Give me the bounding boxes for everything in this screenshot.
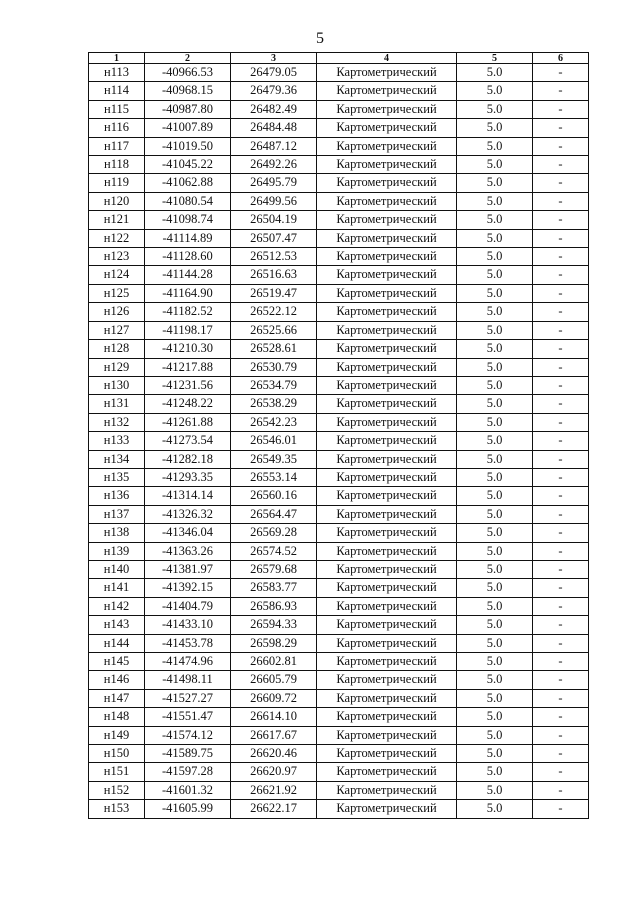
cell-accuracy: 5.0 [457, 468, 533, 486]
cell-y: 26522.12 [231, 303, 317, 321]
cell-y: 26495.79 [231, 174, 317, 192]
cell-point: н146 [89, 671, 145, 689]
cell-description: - [533, 708, 589, 726]
cell-x: -41453.78 [145, 634, 231, 652]
cell-x: -41601.32 [145, 781, 231, 799]
table-row [89, 653, 589, 671]
table-row [89, 376, 589, 394]
cell-x: -41293.35 [145, 468, 231, 486]
cell-method: Картометрический [317, 192, 457, 210]
cell-description: - [533, 211, 589, 229]
cell-y: 26512.53 [231, 248, 317, 266]
cell-x: -41164.90 [145, 284, 231, 302]
cell-method: Картометрический [317, 64, 457, 82]
cell-y: 26602.81 [231, 653, 317, 671]
cell-method: Картометрический [317, 726, 457, 744]
cell-accuracy: 5.0 [457, 616, 533, 634]
cell-accuracy: 5.0 [457, 432, 533, 450]
cell-method: Картометрический [317, 781, 457, 799]
cell-y: 26538.29 [231, 395, 317, 413]
coordinates-table [88, 52, 589, 819]
cell-y: 26528.61 [231, 340, 317, 358]
cell-accuracy: 5.0 [457, 211, 533, 229]
cell-accuracy: 5.0 [457, 376, 533, 394]
table-row [89, 211, 589, 229]
cell-x: -41210.30 [145, 340, 231, 358]
cell-x: -41098.74 [145, 211, 231, 229]
cell-accuracy: 5.0 [457, 156, 533, 174]
column-header-y: 3 [231, 53, 317, 64]
cell-description: - [533, 432, 589, 450]
cell-method: Картометрический [317, 560, 457, 578]
cell-point: н152 [89, 781, 145, 799]
cell-description: - [533, 634, 589, 652]
cell-method: Картометрический [317, 376, 457, 394]
table-row [89, 395, 589, 413]
cell-accuracy: 5.0 [457, 745, 533, 763]
column-header-description: 6 [533, 53, 589, 64]
cell-method: Картометрический [317, 524, 457, 542]
cell-description: - [533, 156, 589, 174]
cell-y: 26620.97 [231, 763, 317, 781]
cell-x: -41182.52 [145, 303, 231, 321]
table-row [89, 358, 589, 376]
cell-point: н115 [89, 100, 145, 118]
table-row [89, 763, 589, 781]
table-row [89, 781, 589, 799]
cell-point: н132 [89, 413, 145, 431]
table-row [89, 248, 589, 266]
cell-point: н133 [89, 432, 145, 450]
table-row [89, 284, 589, 302]
cell-point: н127 [89, 321, 145, 339]
cell-y: 26620.46 [231, 745, 317, 763]
cell-accuracy: 5.0 [457, 321, 533, 339]
cell-method: Картометрический [317, 450, 457, 468]
cell-y: 26622.17 [231, 800, 317, 818]
cell-accuracy: 5.0 [457, 560, 533, 578]
cell-accuracy: 5.0 [457, 119, 533, 137]
cell-y: 26579.68 [231, 560, 317, 578]
cell-point: н116 [89, 119, 145, 137]
cell-description: - [533, 597, 589, 615]
column-header-method: 4 [317, 53, 457, 64]
cell-x: -41144.28 [145, 266, 231, 284]
cell-accuracy: 5.0 [457, 487, 533, 505]
cell-method: Картометрический [317, 579, 457, 597]
cell-point: н137 [89, 505, 145, 523]
cell-point: н136 [89, 487, 145, 505]
cell-description: - [533, 358, 589, 376]
cell-method: Картометрический [317, 708, 457, 726]
cell-y: 26564.47 [231, 505, 317, 523]
cell-accuracy: 5.0 [457, 82, 533, 100]
table-row [89, 156, 589, 174]
cell-description: - [533, 137, 589, 155]
cell-method: Картометрический [317, 800, 457, 818]
cell-accuracy: 5.0 [457, 64, 533, 82]
cell-accuracy: 5.0 [457, 100, 533, 118]
cell-y: 26546.01 [231, 432, 317, 450]
table-row [89, 524, 589, 542]
cell-point: н118 [89, 156, 145, 174]
cell-method: Картометрический [317, 321, 457, 339]
cell-point: н131 [89, 395, 145, 413]
table-row [89, 340, 589, 358]
cell-accuracy: 5.0 [457, 763, 533, 781]
cell-x: -40968.15 [145, 82, 231, 100]
cell-point: н129 [89, 358, 145, 376]
cell-method: Картометрический [317, 745, 457, 763]
cell-y: 26553.14 [231, 468, 317, 486]
cell-y: 26507.47 [231, 229, 317, 247]
cell-accuracy: 5.0 [457, 597, 533, 615]
cell-description: - [533, 726, 589, 744]
cell-accuracy: 5.0 [457, 174, 533, 192]
cell-x: -41574.12 [145, 726, 231, 744]
cell-x: -41062.88 [145, 174, 231, 192]
cell-y: 26574.52 [231, 542, 317, 560]
cell-accuracy: 5.0 [457, 395, 533, 413]
cell-accuracy: 5.0 [457, 413, 533, 431]
cell-accuracy: 5.0 [457, 634, 533, 652]
table-row [89, 432, 589, 450]
cell-y: 26519.47 [231, 284, 317, 302]
cell-accuracy: 5.0 [457, 284, 533, 302]
table-row [89, 137, 589, 155]
cell-x: -41433.10 [145, 616, 231, 634]
table-row [89, 64, 589, 82]
cell-description: - [533, 284, 589, 302]
cell-method: Картометрический [317, 248, 457, 266]
cell-x: -40966.53 [145, 64, 231, 82]
cell-description: - [533, 671, 589, 689]
page-number: 5 [316, 30, 324, 47]
cell-x: -41474.96 [145, 653, 231, 671]
cell-method: Картометрический [317, 653, 457, 671]
cell-y: 26504.19 [231, 211, 317, 229]
cell-point: н130 [89, 376, 145, 394]
cell-accuracy: 5.0 [457, 671, 533, 689]
cell-description: - [533, 376, 589, 394]
cell-method: Картометрический [317, 597, 457, 615]
cell-method: Картометрический [317, 395, 457, 413]
cell-y: 26479.36 [231, 82, 317, 100]
cell-y: 26487.12 [231, 137, 317, 155]
cell-method: Картометрический [317, 119, 457, 137]
table-row [89, 450, 589, 468]
cell-description: - [533, 542, 589, 560]
cell-y: 26484.48 [231, 119, 317, 137]
cell-description: - [533, 781, 589, 799]
cell-y: 26621.92 [231, 781, 317, 799]
cell-accuracy: 5.0 [457, 800, 533, 818]
cell-x: -41007.89 [145, 119, 231, 137]
cell-accuracy: 5.0 [457, 266, 533, 284]
cell-description: - [533, 487, 589, 505]
column-header-x: 2 [145, 53, 231, 64]
cell-y: 26549.35 [231, 450, 317, 468]
cell-x: -41019.50 [145, 137, 231, 155]
cell-accuracy: 5.0 [457, 689, 533, 707]
cell-y: 26499.56 [231, 192, 317, 210]
cell-x: -40987.80 [145, 100, 231, 118]
cell-y: 26569.28 [231, 524, 317, 542]
cell-method: Картометрический [317, 432, 457, 450]
cell-description: - [533, 174, 589, 192]
cell-method: Картометрический [317, 156, 457, 174]
table-row [89, 689, 589, 707]
column-header-point: 1 [89, 53, 145, 64]
cell-accuracy: 5.0 [457, 303, 533, 321]
table-row [89, 726, 589, 744]
cell-y: 26598.29 [231, 634, 317, 652]
cell-method: Картометрический [317, 266, 457, 284]
table-row [89, 321, 589, 339]
cell-method: Картометрический [317, 229, 457, 247]
cell-description: - [533, 82, 589, 100]
cell-point: н134 [89, 450, 145, 468]
table-row [89, 745, 589, 763]
cell-y: 26542.23 [231, 413, 317, 431]
cell-accuracy: 5.0 [457, 708, 533, 726]
cell-y: 26516.63 [231, 266, 317, 284]
cell-method: Картометрический [317, 487, 457, 505]
table-row [89, 800, 589, 818]
cell-description: - [533, 616, 589, 634]
cell-point: н126 [89, 303, 145, 321]
cell-y: 26530.79 [231, 358, 317, 376]
cell-accuracy: 5.0 [457, 192, 533, 210]
cell-y: 26583.77 [231, 579, 317, 597]
cell-description: - [533, 340, 589, 358]
cell-description: - [533, 266, 589, 284]
table-row [89, 708, 589, 726]
cell-point: н143 [89, 616, 145, 634]
table-row [89, 560, 589, 578]
cell-method: Картометрический [317, 542, 457, 560]
cell-point: н139 [89, 542, 145, 560]
cell-description: - [533, 800, 589, 818]
cell-point: н147 [89, 689, 145, 707]
cell-x: -41392.15 [145, 579, 231, 597]
column-header-accuracy: 5 [457, 53, 533, 64]
cell-x: -41217.88 [145, 358, 231, 376]
cell-accuracy: 5.0 [457, 781, 533, 799]
cell-x: -41498.11 [145, 671, 231, 689]
table-row [89, 634, 589, 652]
cell-x: -41314.14 [145, 487, 231, 505]
cell-point: н141 [89, 579, 145, 597]
cell-y: 26617.67 [231, 726, 317, 744]
cell-description: - [533, 229, 589, 247]
cell-accuracy: 5.0 [457, 450, 533, 468]
table-row [89, 229, 589, 247]
cell-x: -41381.97 [145, 560, 231, 578]
cell-y: 26594.33 [231, 616, 317, 634]
cell-method: Картометрический [317, 358, 457, 376]
cell-description: - [533, 653, 589, 671]
cell-x: -41597.28 [145, 763, 231, 781]
cell-description: - [533, 395, 589, 413]
cell-description: - [533, 745, 589, 763]
cell-y: 26614.10 [231, 708, 317, 726]
cell-point: н153 [89, 800, 145, 818]
cell-x: -41605.99 [145, 800, 231, 818]
table-row [89, 579, 589, 597]
cell-x: -41198.17 [145, 321, 231, 339]
cell-method: Картометрический [317, 763, 457, 781]
cell-point: н124 [89, 266, 145, 284]
cell-x: -41346.04 [145, 524, 231, 542]
cell-method: Картометрический [317, 137, 457, 155]
cell-accuracy: 5.0 [457, 340, 533, 358]
cell-point: н151 [89, 763, 145, 781]
cell-x: -41527.27 [145, 689, 231, 707]
cell-description: - [533, 303, 589, 321]
cell-accuracy: 5.0 [457, 579, 533, 597]
table-row [89, 119, 589, 137]
cell-description: - [533, 468, 589, 486]
cell-description: - [533, 248, 589, 266]
cell-method: Картометрический [317, 413, 457, 431]
cell-point: н150 [89, 745, 145, 763]
cell-x: -41045.22 [145, 156, 231, 174]
cell-point: н125 [89, 284, 145, 302]
table-row [89, 82, 589, 100]
cell-method: Картометрический [317, 634, 457, 652]
table-header-row [89, 53, 589, 64]
table-row [89, 192, 589, 210]
cell-method: Картометрический [317, 174, 457, 192]
table-row [89, 413, 589, 431]
cell-point: н149 [89, 726, 145, 744]
cell-accuracy: 5.0 [457, 248, 533, 266]
cell-accuracy: 5.0 [457, 358, 533, 376]
table-row [89, 597, 589, 615]
table-row [89, 468, 589, 486]
table-row [89, 303, 589, 321]
cell-description: - [533, 450, 589, 468]
cell-point: н138 [89, 524, 145, 542]
cell-method: Картометрический [317, 689, 457, 707]
table-row [89, 505, 589, 523]
cell-x: -41231.56 [145, 376, 231, 394]
cell-accuracy: 5.0 [457, 726, 533, 744]
cell-method: Картометрический [317, 82, 457, 100]
cell-point: н121 [89, 211, 145, 229]
cell-method: Картометрический [317, 505, 457, 523]
cell-x: -41363.26 [145, 542, 231, 560]
cell-description: - [533, 413, 589, 431]
cell-accuracy: 5.0 [457, 542, 533, 560]
cell-y: 26534.79 [231, 376, 317, 394]
cell-y: 26482.49 [231, 100, 317, 118]
cell-point: н145 [89, 653, 145, 671]
cell-point: н144 [89, 634, 145, 652]
cell-x: -41589.75 [145, 745, 231, 763]
cell-description: - [533, 524, 589, 542]
cell-description: - [533, 64, 589, 82]
table-row [89, 266, 589, 284]
cell-point: н117 [89, 137, 145, 155]
cell-accuracy: 5.0 [457, 137, 533, 155]
cell-method: Картометрический [317, 671, 457, 689]
cell-description: - [533, 100, 589, 118]
cell-x: -41551.47 [145, 708, 231, 726]
cell-description: - [533, 321, 589, 339]
cell-description: - [533, 560, 589, 578]
cell-x: -41326.32 [145, 505, 231, 523]
cell-point: н148 [89, 708, 145, 726]
cell-method: Картометрический [317, 303, 457, 321]
cell-description: - [533, 763, 589, 781]
cell-x: -41273.54 [145, 432, 231, 450]
cell-accuracy: 5.0 [457, 505, 533, 523]
cell-y: 26492.26 [231, 156, 317, 174]
cell-y: 26605.79 [231, 671, 317, 689]
cell-point: н122 [89, 229, 145, 247]
cell-accuracy: 5.0 [457, 653, 533, 671]
cell-point: н140 [89, 560, 145, 578]
cell-description: - [533, 505, 589, 523]
cell-x: -41248.22 [145, 395, 231, 413]
cell-method: Картометрический [317, 211, 457, 229]
cell-method: Картометрический [317, 616, 457, 634]
table-row [89, 487, 589, 505]
table-row [89, 616, 589, 634]
cell-description: - [533, 689, 589, 707]
cell-method: Картометрический [317, 284, 457, 302]
cell-x: -41404.79 [145, 597, 231, 615]
cell-x: -41080.54 [145, 192, 231, 210]
cell-x: -41261.88 [145, 413, 231, 431]
cell-point: н142 [89, 597, 145, 615]
cell-point: н119 [89, 174, 145, 192]
cell-accuracy: 5.0 [457, 229, 533, 247]
cell-point: н135 [89, 468, 145, 486]
cell-y: 26609.72 [231, 689, 317, 707]
table-body [89, 64, 589, 819]
cell-point: н128 [89, 340, 145, 358]
cell-method: Картометрический [317, 468, 457, 486]
cell-point: н113 [89, 64, 145, 82]
cell-x: -41114.89 [145, 229, 231, 247]
cell-point: н114 [89, 82, 145, 100]
cell-y: 26586.93 [231, 597, 317, 615]
table-row [89, 671, 589, 689]
cell-description: - [533, 192, 589, 210]
table-row [89, 100, 589, 118]
cell-x: -41128.60 [145, 248, 231, 266]
cell-y: 26479.05 [231, 64, 317, 82]
cell-point: н123 [89, 248, 145, 266]
table-row [89, 174, 589, 192]
table-row [89, 542, 589, 560]
cell-description: - [533, 579, 589, 597]
cell-description: - [533, 119, 589, 137]
cell-y: 26525.66 [231, 321, 317, 339]
cell-method: Картометрический [317, 100, 457, 118]
cell-x: -41282.18 [145, 450, 231, 468]
cell-y: 26560.16 [231, 487, 317, 505]
cell-accuracy: 5.0 [457, 524, 533, 542]
cell-method: Картометрический [317, 340, 457, 358]
cell-point: н120 [89, 192, 145, 210]
